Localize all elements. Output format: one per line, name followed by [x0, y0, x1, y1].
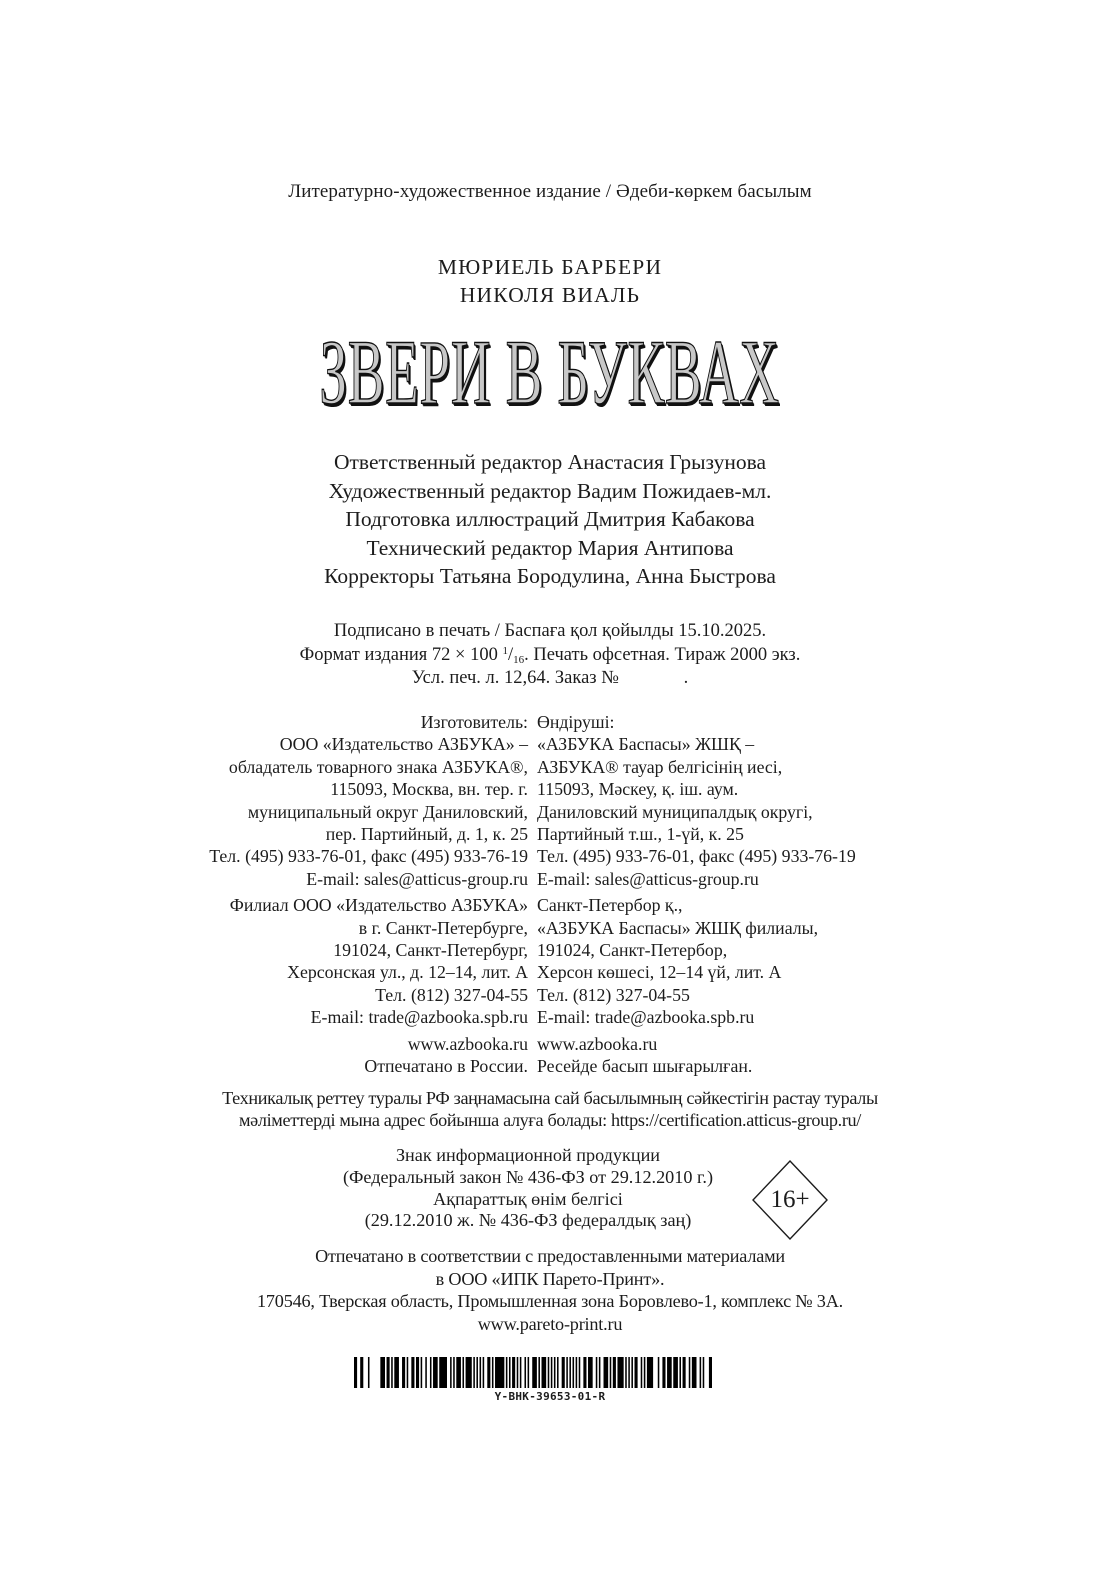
credit-line: Подготовка иллюстраций Дмитрия Кабакова — [345, 507, 755, 532]
address-line: ООО «Издательство АЗБУКА» – — [279, 734, 528, 755]
credit-line: Технический редактор Мария Антипова — [366, 535, 734, 560]
branch-line: Санкт-Петербор қ., — [537, 895, 683, 916]
manufacturer-kz-column — [537, 711, 856, 1078]
sign-line: (Федеральный закон № 436-ФЗ от 29.12.2010 г.) — [342, 1166, 714, 1187]
address-line: 115093, Москва, вн. тер. г. — [330, 779, 528, 800]
credit-line: Корректоры Татьяна Бородулина, Анна Быстрова — [324, 564, 776, 589]
manufacturer-label: Изготовитель: — [420, 712, 528, 732]
sign-line: Ақпараттық өнім белгісі — [433, 1188, 623, 1209]
phone-line: Тел. (495) 933-76-01, факс (495) 933-76-19 — [537, 846, 856, 867]
branch-line: в г. Санкт-Петербурге, — [358, 917, 528, 938]
sheets-order-line: Усл. печ. л. 12,64. Заказ № . — [411, 668, 689, 688]
address-line: муниципальный округ Даниловский, — [247, 801, 528, 822]
printer-line: Отпечатано в соответствии с предоставленными материалами — [315, 1246, 785, 1266]
branch-line: 191024, Санкт-Петербург, — [333, 940, 528, 961]
barcode-label: Y-BHK-39653-01-R — [494, 1390, 606, 1403]
address-line: АЗБУКА® тауар белгісінің иесі, — [537, 756, 783, 777]
credit-line: Ответственный редактор Анастасия Грызунова — [334, 450, 766, 474]
address-line: Партийный т.ш., 1-үй, к. 25 — [537, 824, 744, 845]
manufacturer-ru-column — [209, 711, 528, 1078]
information-product-sign — [0, 1145, 1056, 1232]
certification-line: мәліметтерді мына адрес бойынша алуға болады: https://certification.atticus-group.ru/ — [239, 1110, 861, 1131]
address-line: 115093, Мәскеу, қ. іш. аум. — [537, 779, 739, 800]
book-title: ЗВЕРИ В БУКВАХ — [319, 321, 781, 423]
phone-line: Тел. (495) 933-76-01, факс (495) 933-76-19 — [209, 846, 528, 867]
format-line: Формат издания 72 × 100 $^1/_{16}$. Печать офсетная. Тираж 2000 экз. — [299, 644, 801, 666]
certification-notice — [0, 1087, 1100, 1132]
genre-line: Литературно-художественное издание / Әдеби-көркем басылым — [288, 181, 812, 202]
address-line: Даниловский муниципалдық округі, — [537, 801, 813, 822]
email-line: E-mail: trade@azbooka.spb.ru — [310, 1007, 528, 1028]
credit-line: Художественный редактор Вадим Пожидаев-мл. — [328, 478, 772, 503]
age-rating-badge — [752, 1160, 828, 1240]
printer-website: www.pareto-print.ru — [477, 1313, 623, 1334]
editorial-credits — [0, 448, 1100, 591]
sign-line: (29.12.2010 ж. № 436-ФЗ федералдық заң) — [364, 1210, 692, 1231]
address-line: «АЗБУКА Баспасы» ЖШҚ – — [537, 734, 755, 755]
signed-to-print: Подписано в печать / Баспаға қол қойылды 15.10.2025. — [333, 621, 767, 641]
website-line: www.azbooka.ru — [407, 1033, 528, 1054]
printed-in-line: Ресейде басып шығарылған. — [537, 1056, 753, 1077]
printer-line: в ООО «ИПК Парето-Принт». — [435, 1268, 665, 1289]
branch-line: 191024, Санкт-Петербор, — [537, 940, 728, 961]
address-line: пер. Партийный, д. 1, к. 25 — [325, 824, 528, 845]
phone-line: Тел. (812) 327-04-55 — [537, 984, 690, 1005]
age-rating-label: 16+ — [770, 1186, 810, 1213]
printer-info — [0, 1245, 1100, 1335]
authors — [0, 253, 1100, 309]
phone-line: Тел. (812) 327-04-55 — [375, 984, 528, 1005]
address-line: обладатель товарного знака АЗБУКА®, — [228, 756, 528, 777]
email-line: E-mail: sales@atticus-group.ru — [306, 868, 528, 889]
branch-line: Херсон көшесі, 12–14 үй, лит. А — [537, 962, 782, 983]
certification-line: Техникалық реттеу туралы РФ заңнамасына сай басылымның сәйкестігін растау туралы — [222, 1088, 878, 1108]
author-1: МЮРИЕЛЬ БАРБЕРИ — [437, 255, 663, 279]
email-line: E-mail: trade@azbooka.spb.ru — [537, 1007, 755, 1028]
website-line: www.azbooka.ru — [537, 1033, 658, 1054]
print-info — [0, 620, 1100, 691]
barcode-icon — [354, 1357, 712, 1388]
branch-line: «АЗБУКА Баспасы» ЖШҚ филиалы, — [537, 917, 819, 938]
email-line: E-mail: sales@atticus-group.ru — [537, 868, 759, 889]
branch-line: Филиал ООО «Издательство АЗБУКА» — [229, 895, 528, 916]
printer-line: 170546, Тверская область, Промышленная зона Боровлево-1, комплекс № 3А. — [257, 1291, 843, 1312]
sign-line: Знак информационной продукции — [395, 1145, 661, 1165]
branch-line: Херсонская ул., д. 12–14, лит. А — [287, 962, 528, 983]
book-title-block — [0, 321, 1100, 423]
author-2: НИКОЛЯ ВИАЛЬ — [459, 283, 641, 307]
printed-in-line: Отпечатано в России. — [364, 1056, 528, 1077]
manufacturer-label: Өндіруші: — [537, 712, 615, 732]
